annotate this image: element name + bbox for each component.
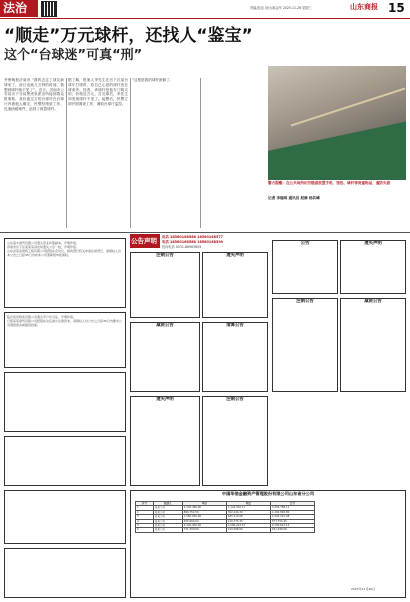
table-cell: 4 xyxy=(136,519,154,523)
col-divider xyxy=(66,78,67,228)
table-cell: 某某公司 xyxy=(153,515,182,519)
photo-cue xyxy=(291,88,406,127)
article-photo xyxy=(268,66,406,180)
article-col-4 xyxy=(202,78,266,228)
ad-phone-1: 电话 18560168566 18560168577 xyxy=(162,235,224,239)
table-cell: 577,755.45 xyxy=(270,519,314,523)
notice-text: 山东盛丰商贸有限公司遗失营业执照副本，声明作废。 xyxy=(7,241,80,245)
table-cell: 3,120,400.00 xyxy=(182,524,226,528)
header-meta: 责编/赵宪 设计/郝金华 2025.11.26 星期三 xyxy=(250,6,312,10)
notice-title: 清算公告 xyxy=(226,323,244,328)
notice-box-right-2 xyxy=(340,240,406,294)
article-col-3 xyxy=(132,78,198,198)
notice-title: 中国华信金融资产管理股份有限公司山东省分公司 xyxy=(221,491,315,496)
table-cell: 931,398.66 xyxy=(270,528,314,532)
article-col-2 xyxy=(68,78,128,228)
table-cell: 2,205,210.08 xyxy=(270,515,314,519)
notice-title: 减资公告 xyxy=(156,323,174,328)
table-cell: 1,124,332.11 xyxy=(226,506,270,510)
notice-box-mid-5 xyxy=(130,396,200,486)
headline-sub: 这个“台球迷”可真“刑” xyxy=(4,48,143,63)
table-cell: 3,259,788.11 xyxy=(270,506,314,510)
table-cell: 某某公司 xyxy=(153,524,182,528)
notice-box-right-1 xyxy=(272,240,338,294)
photo-credit: 记者 李瑞琪 通讯员 赵修 杨其峰 xyxy=(268,196,320,200)
table-cell: 某某公司 xyxy=(153,510,182,514)
article-para-2: 据了解，报案人李先生在历下区某台球厅打球时，将自己心爱的球杆放在球桌旁。经查，该球杆是他专门购买的，价格近万元。打完球后，李先生却发现球杆不见了。接警后，民警立即开展调查工作，调取台球厅监控。 xyxy=(68,78,128,106)
article-para-3: “这根是我的球杆被偷了， xyxy=(132,78,174,82)
header-rule xyxy=(0,18,410,19)
notice-text: 临沂某某物流有限公司遗失开户许可证，声明作废。 xyxy=(7,315,77,319)
table-cell: 5 xyxy=(136,524,154,528)
notice-box-mid-6 xyxy=(202,396,268,486)
notice-box-right-4 xyxy=(340,298,406,392)
notice-date: 2025年11月26日 xyxy=(351,587,376,591)
photo-caption: 警方提醒：在公共场所切勿随意放置手机、钱包、球杆等贵重物品，谨防失窃 xyxy=(268,181,391,185)
photo-table xyxy=(268,119,406,180)
notice-box-mid-1 xyxy=(130,252,200,318)
table-header: 利息 xyxy=(226,502,270,506)
paper-name: 山东商报 xyxy=(350,3,378,11)
table-cell: 456,980.00 xyxy=(182,519,226,523)
section-title: 法治 xyxy=(3,1,28,15)
notice-title: 公告 xyxy=(300,241,310,246)
notice-title: 注销公告 xyxy=(226,397,244,402)
article-para-1: 齐鲁晚报济南讯 “我的去这了球友新球来了，前日也就几万钟的时间，我想到球杆就不见了”。近日，济南市公安局历下分局黑虎泉派出所接到群众报案称，其价值过万的台球杆在台球厅内被他人顺走，民警经细致工作，迅速侦破案件，追回了被盗球杆。 xyxy=(4,78,64,111)
notice-text: 山东省某某建筑工程有限公司经股东会决议，拟向登记机关申请注销登记，请债权人自本公告之日起45日内向本公司清算组申报债权。 xyxy=(7,249,122,257)
notice-box-left-4 xyxy=(4,436,126,486)
table-cell: 6 xyxy=(136,528,154,532)
notice-box-mid-4 xyxy=(202,322,268,392)
table-header: 合计 xyxy=(270,502,314,506)
table-cell: 1,192,896.80 xyxy=(270,510,314,514)
notice-box-left-3 xyxy=(4,372,126,432)
table-cell: 某某公司 xyxy=(153,528,182,532)
table-header: 借款人 xyxy=(153,502,182,506)
ad-mail: 投诉电话 0531-86963609 xyxy=(162,245,202,249)
notice-title: 遗失声明 xyxy=(156,397,174,402)
col-divider xyxy=(200,78,201,228)
table-cell: 721,300.00 xyxy=(182,528,226,532)
notice-title: 注销公告 xyxy=(156,253,174,258)
notice-text: 济南市历下区某某家庭农场遗失公章一枚，声明作废。 xyxy=(7,245,80,249)
table-header: 本金 xyxy=(182,502,226,506)
table-cell: 4,700,623.12 xyxy=(270,524,314,528)
article-col-1 xyxy=(4,78,64,228)
page-number: 15 xyxy=(388,1,405,15)
notice-title: 遗失声明 xyxy=(364,241,382,246)
notice-title: 减资公告 xyxy=(364,299,382,304)
table-cell: 2 xyxy=(136,510,154,514)
table-cell: 2,135,456.00 xyxy=(182,506,226,510)
notice-box-left-2 xyxy=(4,312,126,368)
notice-box-right-3 xyxy=(272,298,338,392)
debt-transfer-notice xyxy=(130,490,406,598)
table-cell: 1,560,000.00 xyxy=(182,515,226,519)
table-cell: 302,144.30 xyxy=(226,510,270,514)
notice-text: 日照某某商贸有限公司经股东决定减少注册资本，请债权人自公告之日起45日内要求公司清偿债务或提供担保。 xyxy=(7,319,122,327)
notice-box-left-6 xyxy=(4,548,126,598)
table-cell: 645,210.08 xyxy=(226,515,270,519)
table-cell: 某某公司 xyxy=(153,519,182,523)
table-cell: 1,580,223.12 xyxy=(226,524,270,528)
notice-title: 注销公告 xyxy=(296,299,314,304)
article-continued xyxy=(272,206,406,236)
table-cell: 某某公司 xyxy=(153,506,182,510)
table-row xyxy=(136,528,315,532)
debt-table xyxy=(135,501,315,533)
table-cell: 890,752.50 xyxy=(182,510,226,514)
qr-code xyxy=(42,2,56,16)
table-cell: 210,098.66 xyxy=(226,528,270,532)
notice-title: 遗失声明 xyxy=(226,253,244,258)
notice-box-mid-2 xyxy=(202,252,268,318)
headline-main: “顺走”万元球杆，还找人“鉴宝” xyxy=(4,26,253,46)
col-divider xyxy=(130,78,131,228)
table-cell: 1 xyxy=(136,506,154,510)
table-header: 序号 xyxy=(136,502,154,506)
notice-box-left-1 xyxy=(4,238,126,308)
table-cell: 3 xyxy=(136,515,154,519)
ad-header-title: 公告声明 xyxy=(131,237,157,245)
ad-phone-2: 电话 18560168588 18560168599 xyxy=(162,240,224,244)
notice-box-left-5 xyxy=(4,490,126,544)
notice-box-mid-3 xyxy=(130,322,200,392)
table-cell: 120,775.45 xyxy=(226,519,270,523)
